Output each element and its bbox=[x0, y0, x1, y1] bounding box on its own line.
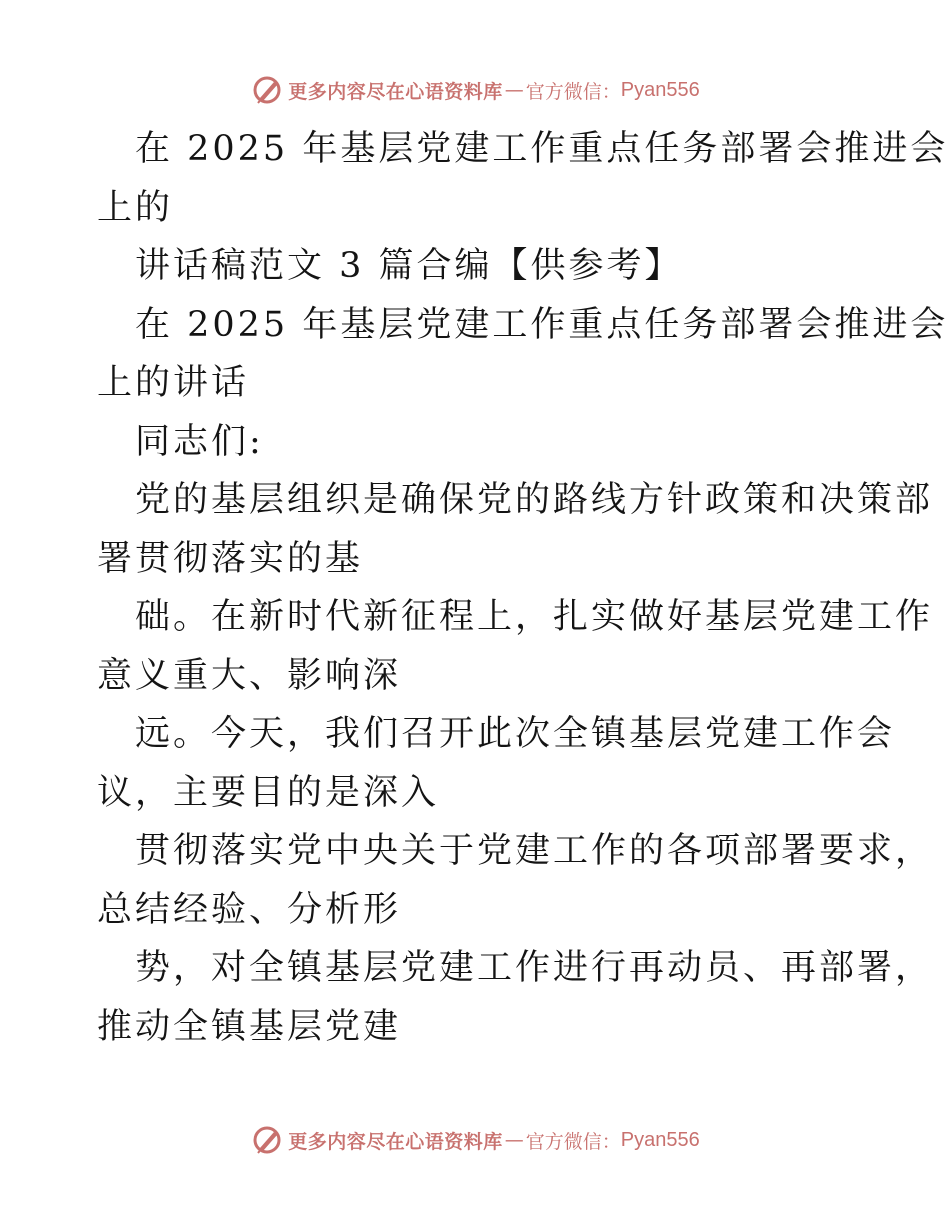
line-text: 上的讲话 bbox=[97, 363, 250, 403]
watermark-wechat-id: Pyan556 bbox=[620, 78, 700, 101]
line-text: 势，对全镇基层党建工作进行再动员、再部署， bbox=[135, 948, 934, 988]
paragraph-title-2 bbox=[97, 237, 867, 296]
paragraph-salutation bbox=[97, 413, 867, 472]
paragraph-body bbox=[97, 939, 934, 1056]
paragraph-body bbox=[97, 471, 934, 588]
watermark-brand: 更多内容尽在心语资料库 bbox=[288, 80, 503, 103]
line-text: 推动全镇基层党建 bbox=[97, 1006, 402, 1047]
line-text: 在 2025 年基层党建工作重点任务部署会推进会 bbox=[135, 129, 949, 169]
line-text: 础。在新时代新征程上，扎实做好基层党建工作 bbox=[135, 597, 934, 637]
paragraph-title-1 bbox=[97, 120, 949, 237]
watermark-wechat-id: Pyan556 bbox=[620, 1128, 700, 1151]
document-body bbox=[97, 120, 949, 1056]
line-text: 讲话稿范文 3 篇合编【供参考】 bbox=[135, 246, 683, 286]
pen-logo-icon bbox=[250, 73, 284, 107]
watermark-wechat-label: 官方微信： bbox=[525, 80, 621, 103]
line-text: 远。今天，我们召开此次全镇基层党建工作会 bbox=[135, 714, 896, 754]
footer-watermark bbox=[0, 1120, 950, 1160]
paragraph-body bbox=[97, 705, 896, 822]
paragraph-body bbox=[97, 822, 934, 939]
line-text: 贯彻落实党中央关于党建工作的各项部署要求， bbox=[135, 831, 934, 871]
line-text: 议，主要目的是深入 bbox=[97, 772, 440, 813]
line-text: 在 2025 年基层党建工作重点任务部署会推进会 bbox=[135, 304, 949, 345]
watermark-brand: 更多内容尽在心语资料库 bbox=[288, 1130, 503, 1153]
line-text: 意义重大、影响深 bbox=[97, 655, 402, 696]
line-text: 同志们: bbox=[135, 421, 264, 462]
line-text: 党的基层组织是确保党的路线方针政策和决策部 bbox=[135, 480, 934, 520]
line-text: 署贯彻落实的基 bbox=[97, 538, 364, 579]
pen-logo-icon bbox=[250, 1123, 284, 1157]
line-text: 总结经验、分析形 bbox=[97, 889, 402, 930]
watermark-dash: — bbox=[504, 79, 524, 101]
paragraph-title-3 bbox=[97, 296, 949, 413]
watermark-dash: — bbox=[504, 1129, 524, 1151]
paragraph-body bbox=[97, 588, 934, 705]
watermark-wechat-label: 官方微信： bbox=[525, 1130, 621, 1153]
line-text: 上的 bbox=[97, 187, 174, 228]
header-watermark bbox=[0, 70, 950, 110]
